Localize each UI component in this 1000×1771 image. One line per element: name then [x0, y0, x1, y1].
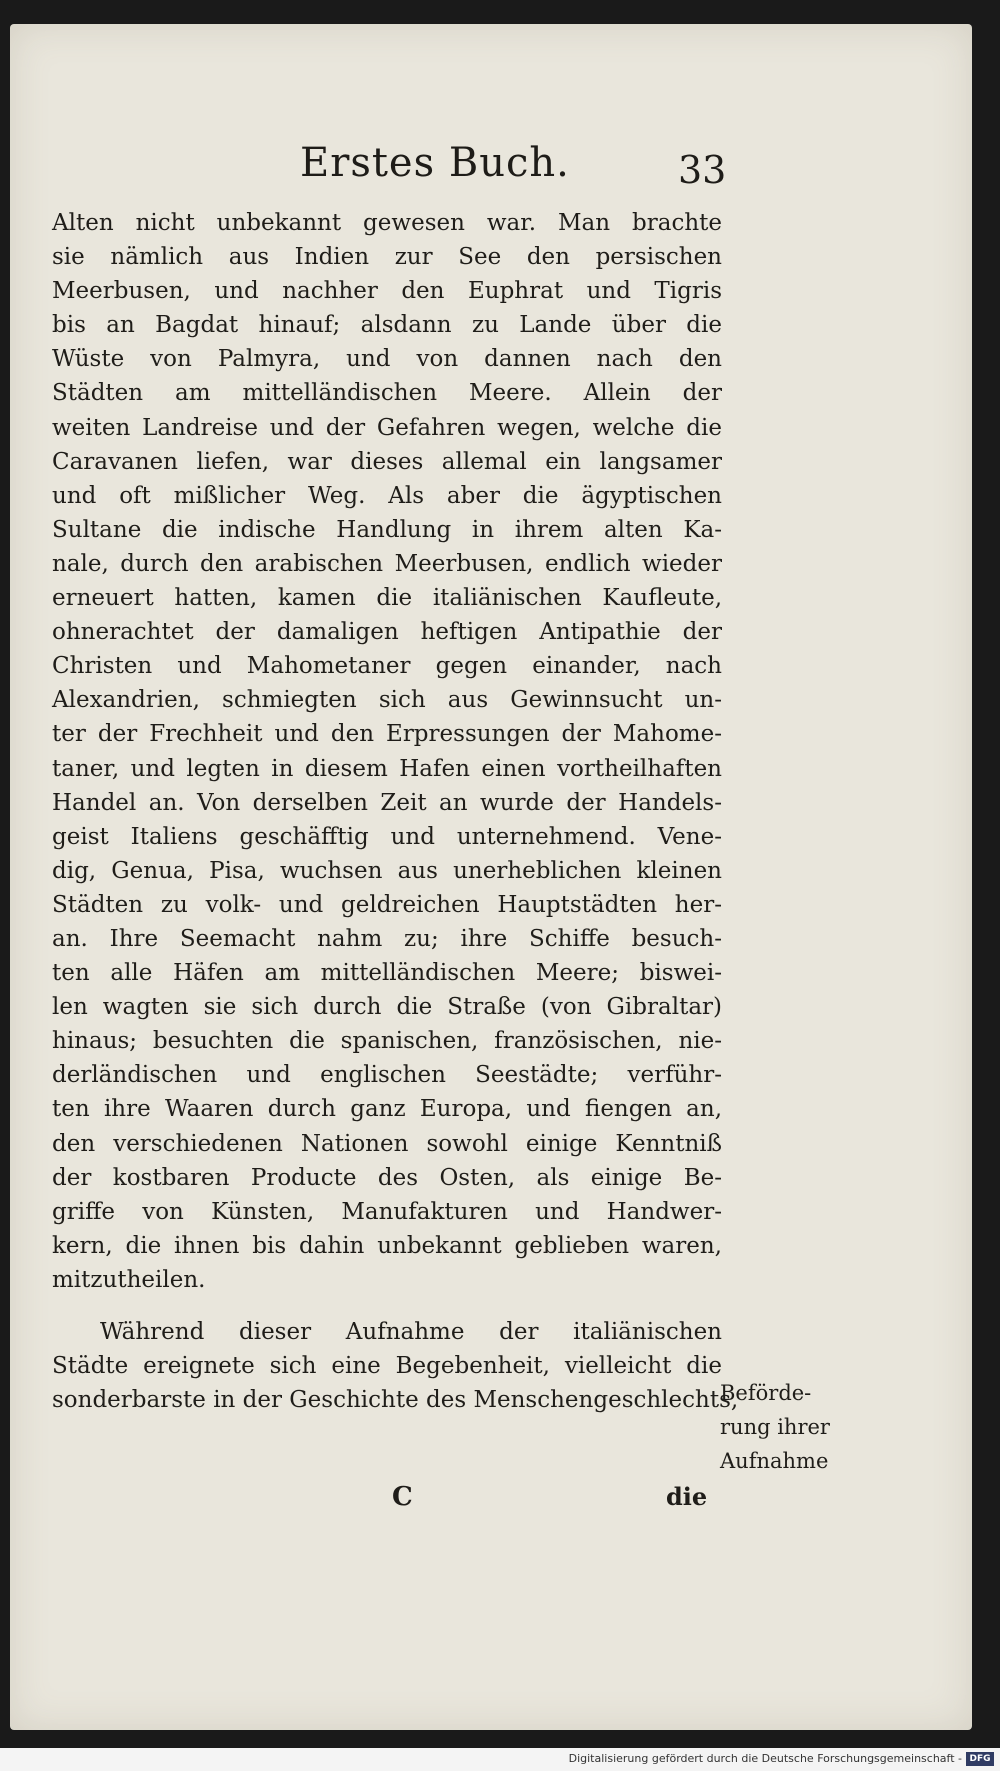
text-line: bis an Bagdat hinauf; alsdann zu Lande über die	[52, 312, 722, 339]
text-line: nale, durch den arabischen Meerbusen, endlich wieder	[52, 550, 722, 577]
text-line: ter der Frechheit und den Erpressungen der Mahome-	[52, 721, 722, 748]
text-line: Städten zu volk- und geldreichen Hauptstädten her-	[52, 891, 722, 918]
text-line: Während dieser Aufnahme der italiänischen	[100, 1319, 722, 1345]
text-line: mitzutheilen.	[52, 1266, 206, 1293]
text-line: und oft mißlicher Weg. Als aber die ägyptischen	[52, 482, 722, 509]
text-line: Alexandrien, schmiegten sich aus Gewinnsucht un-	[52, 687, 722, 714]
page-header	[0, 140, 1000, 200]
body-text	[52, 206, 739, 1417]
page-foot	[0, 1482, 1000, 1522]
text-line: griffe von Künsten, Manufakturen und Handwer-	[52, 1198, 722, 1225]
text-line: an. Ihre Seemacht nahm zu; ihre Schiffe besuch-	[52, 925, 722, 952]
text-line: ten ihre Waaren durch ganz Europa, und fiengen an,	[52, 1096, 722, 1123]
running-title: Erstes Buch.	[300, 140, 570, 186]
text-line: Meerbusen, und nachher den Euphrat und Tigris	[52, 278, 722, 305]
text-line: derländischen und englischen Seestädte; verführ-	[52, 1062, 722, 1089]
text-line: Alten nicht unbekannt gewesen war. Man brachte	[52, 210, 722, 236]
text-line: geist Italiens geschäfftig und unternehmend. Vene-	[52, 823, 722, 850]
text-line: taner, und legten in diesem Hafen einen vortheilhaften	[52, 755, 722, 782]
dfg-logo: DFG	[966, 1752, 994, 1766]
footer-credit: Digitalisierung gefördert durch die Deutsche Forschungsgemeinschaft -	[568, 1752, 962, 1765]
text-line: Wüste von Palmyra, und von dannen nach den	[52, 346, 722, 373]
text-line: Städten am mittelländischen Meere. Allein der	[52, 380, 722, 407]
text-line: ten alle Häfen am mittelländischen Meere; biswei-	[52, 960, 722, 987]
text-line: ohnerachtet der damaligen heftigen Antipathie der	[52, 619, 722, 646]
text-line: Sultane die indische Handlung in ihrem alten Ka-	[52, 516, 722, 543]
page-number: 33	[678, 148, 727, 192]
text-line: den verschiedenen Nationen sowohl einige Kenntniß	[52, 1130, 722, 1157]
text-line: sonderbarste in der Geschichte des Menschengeschlechts,	[52, 1387, 739, 1414]
catchword: die	[666, 1482, 708, 1511]
marginal-note-line: Beförde-	[720, 1381, 812, 1405]
paragraph-gap	[52, 1297, 722, 1315]
text-line: Caravanen liefen, war dieses allemal ein langsamer	[52, 448, 722, 475]
text-line: erneuert hatten, kamen die italiänischen Kaufleute,	[52, 585, 722, 612]
text-line: weiten Landreise und der Gefahren wegen, welche die	[52, 414, 722, 441]
text-line: kern, die ihnen bis dahin unbekannt geblieben waren,	[52, 1232, 722, 1259]
text-line: der kostbaren Producte des Osten, als einige Be-	[52, 1164, 722, 1191]
text-line: sie nämlich aus Indien zur See den persischen	[52, 244, 722, 271]
text-line: dig, Genua, Pisa, wuchsen aus unerheblichen kleinen	[52, 857, 722, 884]
text-line: hinaus; besuchten die spanischen, französischen, nie-	[52, 1028, 722, 1055]
signature-mark: C	[392, 1482, 413, 1512]
text-line: len wagten sie sich durch die Straße (von Gibraltar)	[52, 994, 722, 1021]
marginal-note-line: Aufnahme	[720, 1449, 829, 1473]
digitization-footer	[0, 1748, 1000, 1771]
marginal-note-line: rung ihrer	[720, 1415, 830, 1439]
text-line: Christen und Mahometaner gegen einander, nach	[52, 653, 722, 680]
text-line: Städte ereignete sich eine Begebenheit, vielleicht die	[52, 1353, 722, 1380]
marginal-note	[720, 1376, 832, 1478]
text-line: Handel an. Von derselben Zeit an wurde der Handels-	[52, 789, 722, 816]
